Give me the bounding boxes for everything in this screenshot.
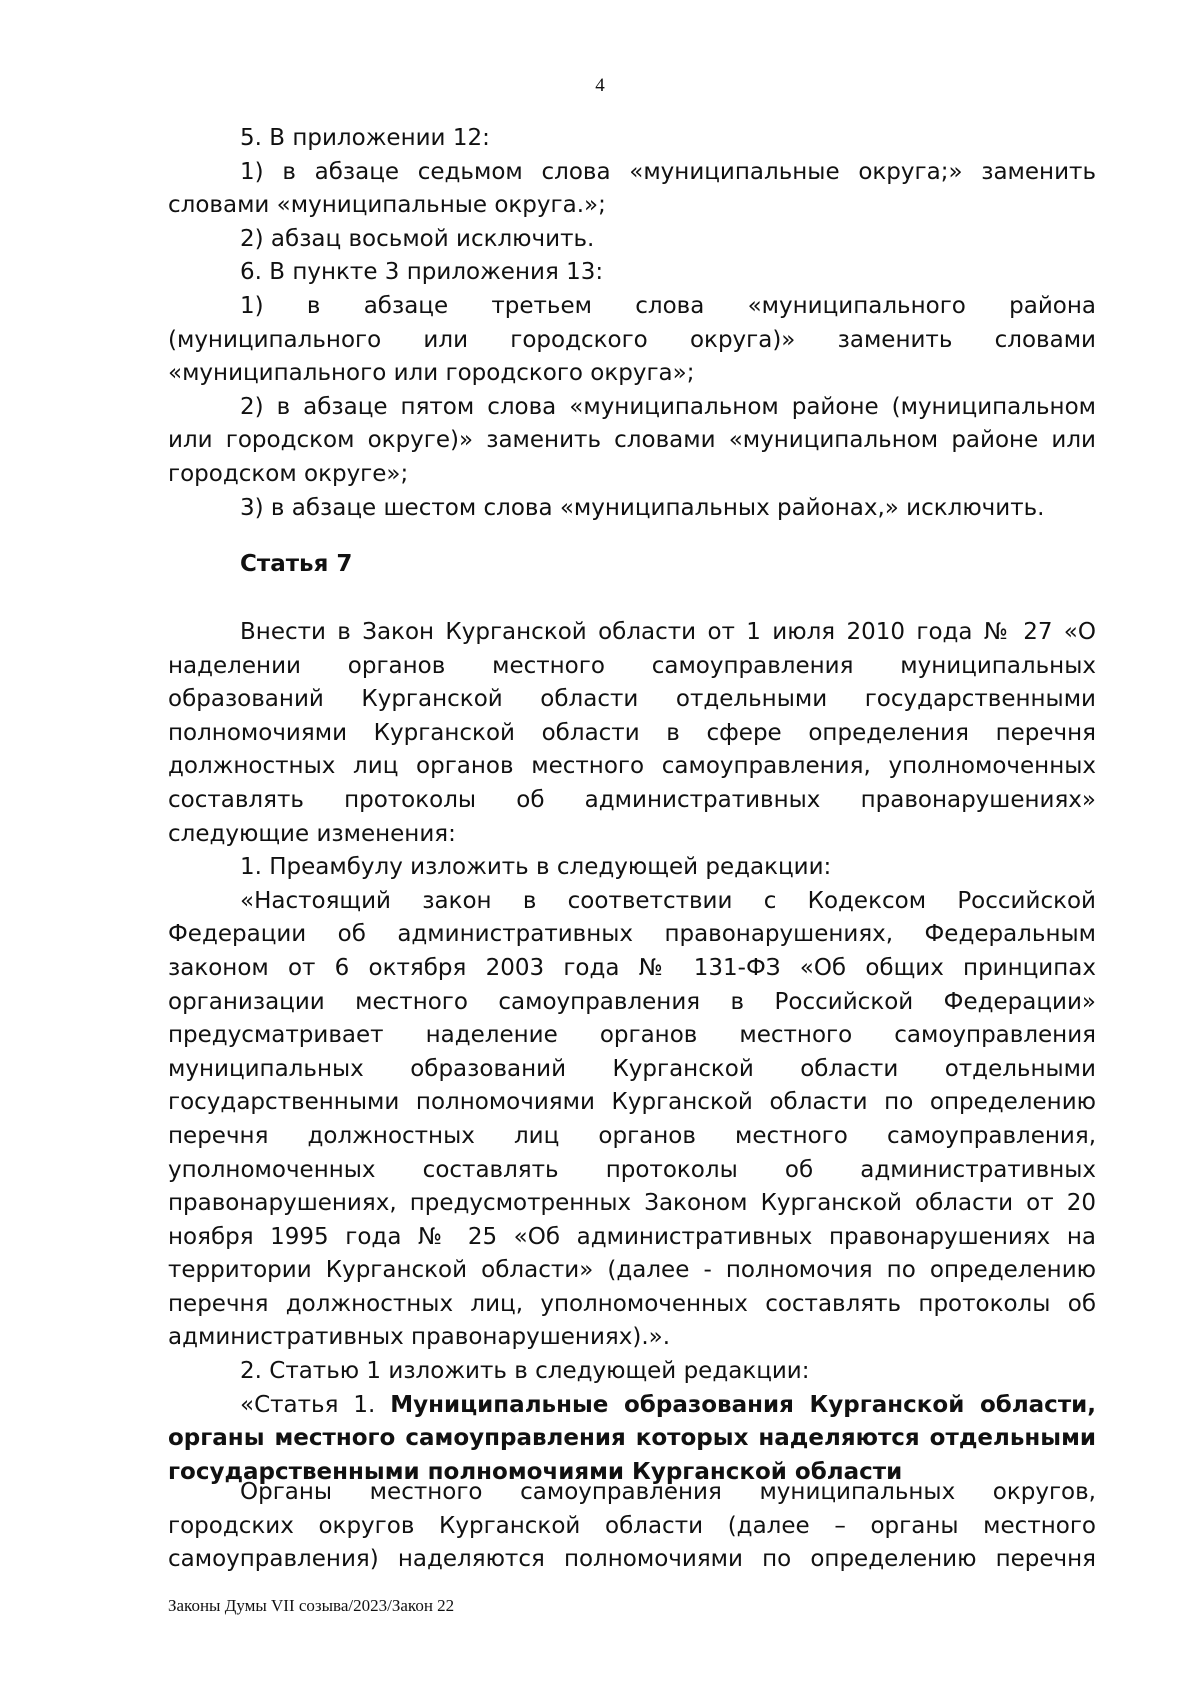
article-7-body <box>168 616 1096 1489</box>
paragraph: 1) в абзаце третьем слова «муниципального района (муниципального или городского округа)» заменить словами «муниципального или городского округа»; <box>168 292 1096 387</box>
article-1-prefix: «Статья 1. <box>240 1391 376 1418</box>
amendments-section <box>168 122 1096 525</box>
paragraph: 1. Преамбулу изложить в следующей редакции: <box>240 854 832 881</box>
article-1-body <box>168 1476 1096 1577</box>
paragraph: Органы местного самоуправления муниципальных округов, городских округов Курганской области (далее – органы местного самоуправления) наделяются полномочиями по определению перечня <box>168 1479 1096 1573</box>
paragraph: 2) в абзаце пятом слова «муниципальном районе (муниципальном или городском округе)» заменить словами «муниципальном районе или городском округе»; <box>168 393 1096 487</box>
article-heading: Статья 7 <box>240 551 353 577</box>
paragraph: 6. В пункте 3 приложения 13: <box>240 259 604 286</box>
paragraph: Внести в Закон Курганской области от 1 июля 2010 года № 27 «О наделении органов местного самоуправления муниципальных образований Курганской области отдельными государственными полномочиями Курганской области в сфере определения перечня должностных лиц органов местного самоуправления, уполномоченных составлять протоколы об административных правонарушениях» следующие изменения: <box>168 619 1096 847</box>
paragraph: 3) в абзаце шестом слова «муниципальных районах,» исключить. <box>240 494 1045 521</box>
paragraph: 5. В приложении 12: <box>240 125 490 151</box>
article-heading-block <box>168 548 1096 582</box>
paragraph: 2) абзац восьмой исключить. <box>240 225 595 252</box>
page-number: 4 <box>595 75 605 96</box>
footer-reference: Законы Думы VII созыва/2023/Закон 22 <box>168 1596 455 1615</box>
article-1-title: Муниципальные образования Курганской области, органы местного самоуправления которых наделяются отдельными государственными полномочиями Курганской области <box>168 1391 1097 1485</box>
paragraph: 2. Статью 1 изложить в следующей редакции: <box>240 1358 810 1385</box>
paragraph: «Настоящий закон в соответствии с Кодексом Российской Федерации об административных правонарушениях, Федеральным законом от 6 октября 2003 года № 131-ФЗ «Об общих принципах организации местного самоуправления в Российской Федерации» предусматривает наделение органов местного самоуправления муниципальных образований Курганской области отдельными государственными полномочиями Курганской области по определению перечня должностных лиц органов местного самоуправления, уполномоченных составлять протоколы об административных правонарушениях, предусмотренных Законом Курганской области от 20 ноября 1995 года № 25 «Об административных правонарушениях на территории Курганской области» (далее - полномочия по определению перечня должностных лиц, уполномоченных составлять протоколы об административных правонарушениях).». <box>168 887 1096 1351</box>
paragraph: 1) в абзаце седьмом слова «муниципальные округа;» заменить словами «муниципальные округа.»; <box>168 158 1096 219</box>
article-1-heading <box>168 1389 1096 1490</box>
